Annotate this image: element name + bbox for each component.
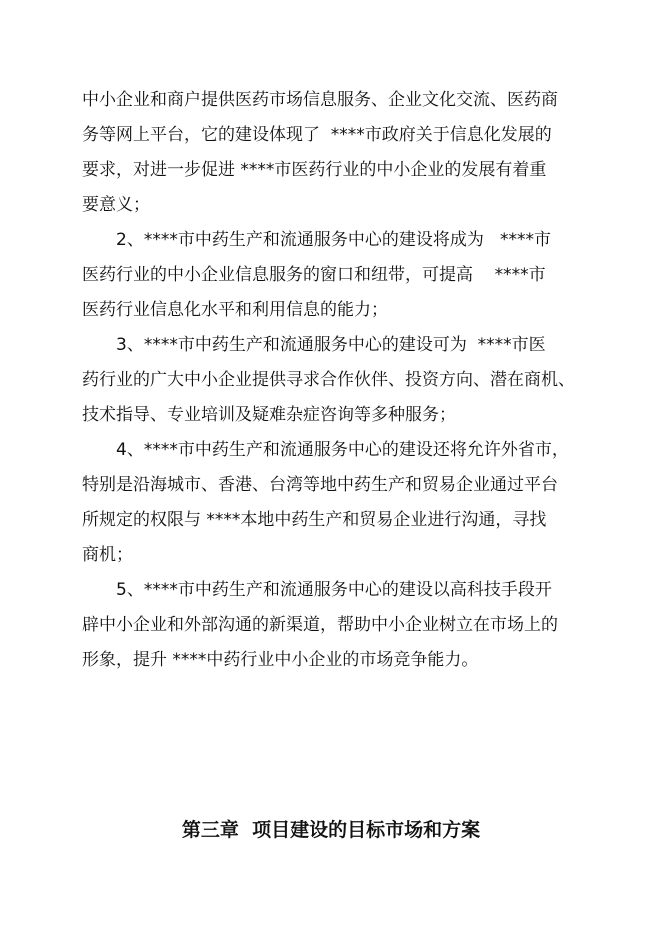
text-line: 4、****市中药生产和流通服务中心的建设还将允许外省市， [116,440,569,460]
text-line: 医药行业的中小企业信息服务的窗口和纽带，可提高 ****市 [82,265,546,285]
text-line: 务等网上平台，它的建设体现了 ****市政府关于信息化发展的 [82,125,552,145]
text-line: 3、****市中药生产和流通服务中心的建设可为 ****市医 [116,335,546,355]
chapter-heading: 第三章 项目建设的目标市场和方案 [181,819,481,841]
text-line: 要求，对进一步促进 ****市医药行业的中小企业的发展有着重 [82,160,547,180]
text-line: 2、****市中药生产和流通服务中心的建设将成为 ****市 [116,230,552,250]
text-line: 中小企业和商户提供医药市场信息服务、企业文化交流、医药商 [82,90,558,110]
text-line: 医药行业信息化水平和利用信息的能力； [82,300,388,320]
text-line: 所规定的权限与 ****本地中药生产和贸易企业进行沟通，寻找 [82,510,547,530]
text-line: 辟中小企业和外部沟通的新渠道，帮助中小企业树立在市场上的 [82,615,558,635]
text-line: 5、****市中药生产和流通服务中心的建设以高科技手段开 [116,580,552,600]
text-line: 特别是沿海城市、香港、台湾等地中药生产和贸易企业通过平台 [82,475,558,495]
text-line: 药行业的广大中小企业提供寻求合作伙伴、投资方向、潜在商机、 [82,370,575,390]
text-line: 商机； [82,545,133,565]
text-line: 形象，提升 ****中药行业中小企业的市场竞争能力。 [82,650,479,670]
text-line: 技术指导、专业培训及疑难杂症咨询等多种服务； [82,405,456,425]
text-line: 要意义； [82,195,150,215]
